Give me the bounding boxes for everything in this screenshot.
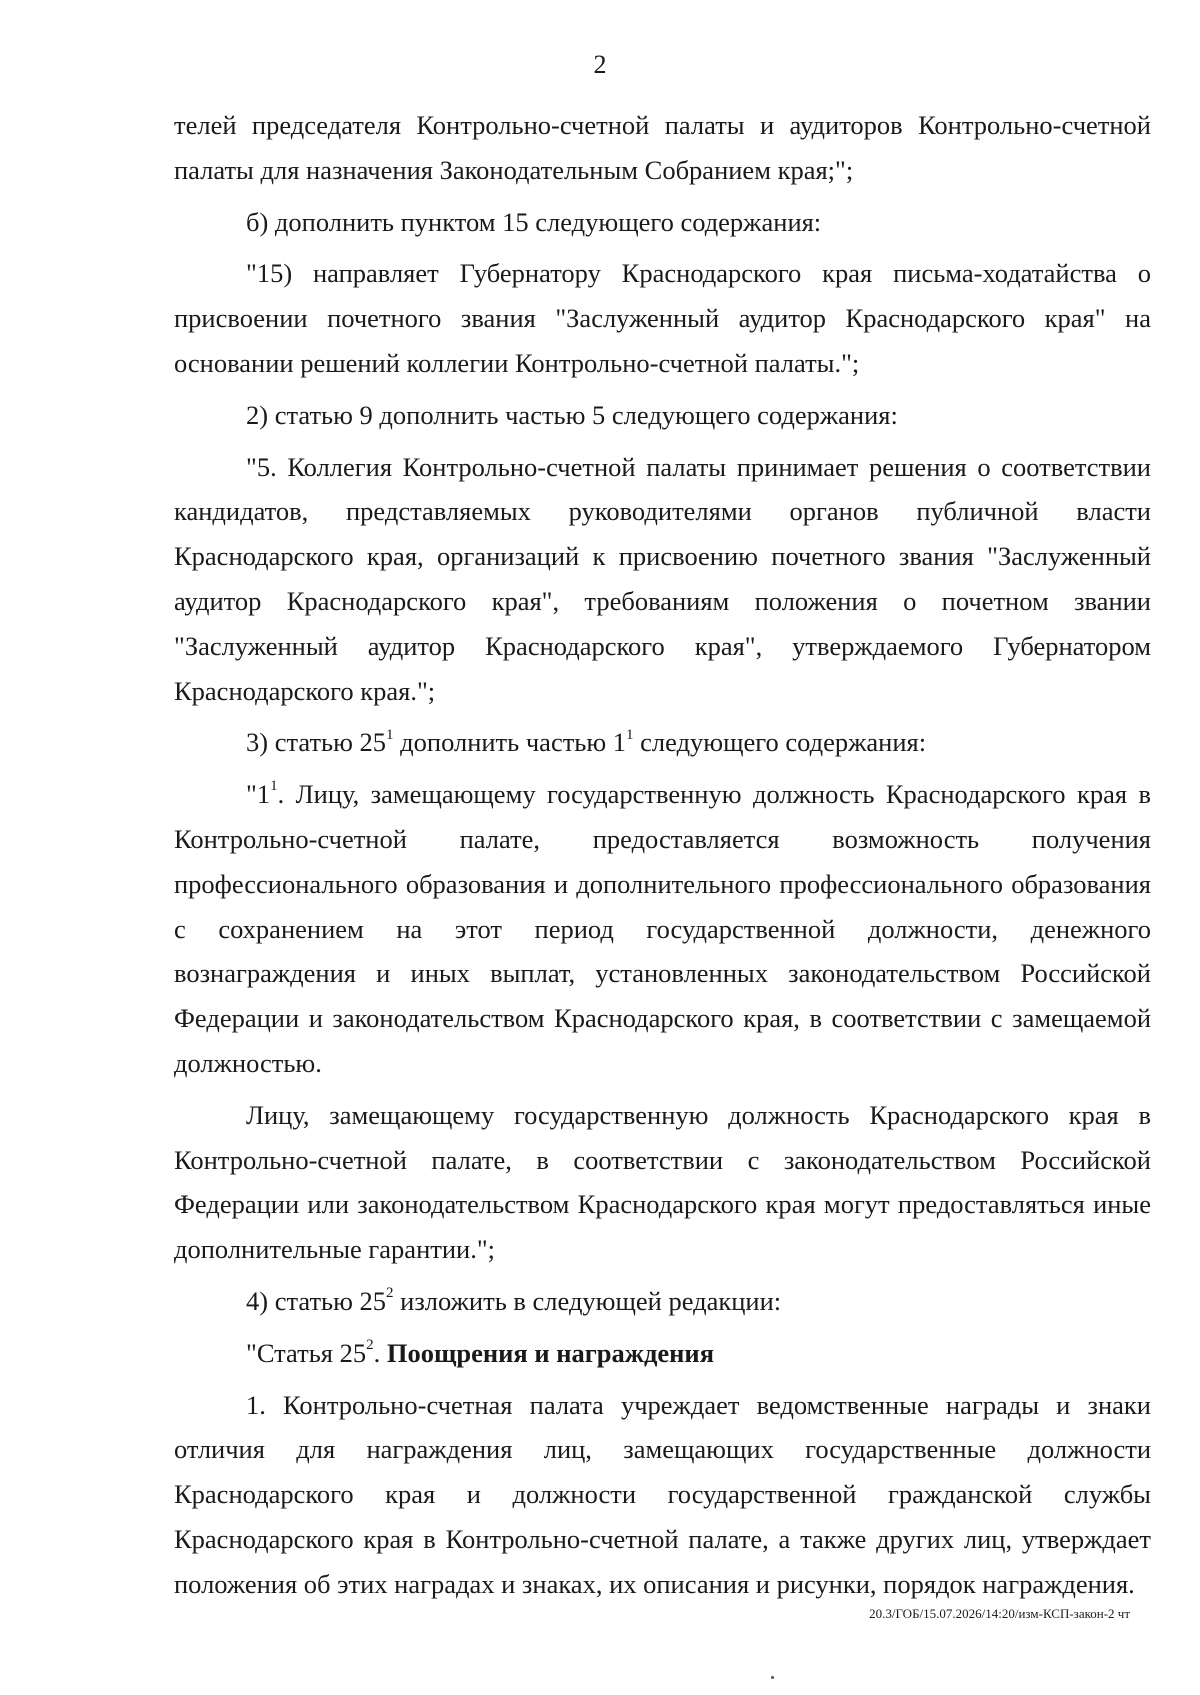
text-run: "Статья 25 [246, 1337, 367, 1368]
paragraph-item-3 [174, 720, 1151, 765]
paragraph-part-1-1 [174, 772, 1151, 1086]
text-run: 3) статью 25 [246, 727, 387, 758]
superscript: 2 [366, 1336, 374, 1353]
text-run: . [373, 1337, 387, 1368]
document-footer-code: 20.3/ГОБ/15.07.2026/14:20/изм-КСП-закон-2 чт [869, 1606, 1130, 1621]
paragraph-item-15: "15) направляет Губернатору Краснодарского края письма-ходатайства о присвоении почетного звания "Заслуженный аудитор Краснодарского края" на основании решений коллегии Контрольно-счетной палаты."; [174, 258, 1151, 378]
paragraph-item-2: 2) статью 9 дополнить частью 5 следующего содержания: [246, 399, 898, 430]
paragraph-part-5: "5. Коллегия Контрольно-счетной палаты принимает решения о соответствии кандидатов, представляемых руководителями органов публичной власти Краснодарского края, организаций к присвоению почетного звания "Заслуженный аудитор Краснодарского края", требованиям положения о почетном звании "Заслуженный аудитор Краснодарского края", утверждаемого Губернатором Краснодарского края."; [174, 451, 1151, 706]
superscript: 1 [270, 778, 278, 795]
page-number: 2 [593, 50, 607, 79]
superscript: 1 [386, 726, 394, 743]
text-run: . Лицу, замещающему государственную должность Краснодарского края в Контрольно-счетной палате, предоставляется возможность получения профессионального образования и дополнительного профессионального образования с сохранением на этот период государственной должности, денежного вознаграждения и иных выплат, установленных законодательством Российской Федерации и законодательством Краснодарского края, в соответствии с замещаемой должностью. [174, 779, 1151, 1078]
text-run: изложить в следующей редакции: [393, 1285, 782, 1316]
text-run: "1 [246, 779, 271, 810]
text-run: следующего содержания: [633, 727, 927, 758]
article-title: Поощрения и награждения [386, 1337, 715, 1368]
article-heading [174, 1331, 1151, 1376]
superscript: 1 [626, 726, 634, 743]
text-run: дополнить частью 1 [393, 727, 627, 758]
paragraph-guarantees: Лицу, замещающему государственную должность Краснодарского края в Контрольно-счетной палате, в соответствии с законодательством Российской Федерации или законодательством Краснодарского края могут предоставляться иные дополнительные гарантии."; [174, 1099, 1151, 1265]
document-body [174, 103, 1151, 1607]
paragraph-item-b: б) дополнить пунктом 15 следующего содержания: [246, 206, 822, 237]
text-run: 4) статью 25 [246, 1285, 387, 1316]
paragraph-article-part-1: 1. Контрольно-счетная палата учреждает ведомственные награды и знаки отличия для награждения лиц, замещающих государственные должности Краснодарского края и должности государственной гражданской службы Краснодарского края в Контрольно-счетной палате, а также других лиц, утверждает положения об этих наградах и знаках, их описания и рисунки, порядок награждения. [174, 1389, 1151, 1599]
scan-artifact [771, 1676, 774, 1679]
superscript: 2 [386, 1285, 394, 1302]
paragraph-item-4 [174, 1279, 1151, 1324]
paragraph-continuation: телей председателя Контрольно-счетной палаты и аудиторов Контрольно-счетной палаты для назначения Законодательным Собранием края;"; [174, 110, 1151, 185]
